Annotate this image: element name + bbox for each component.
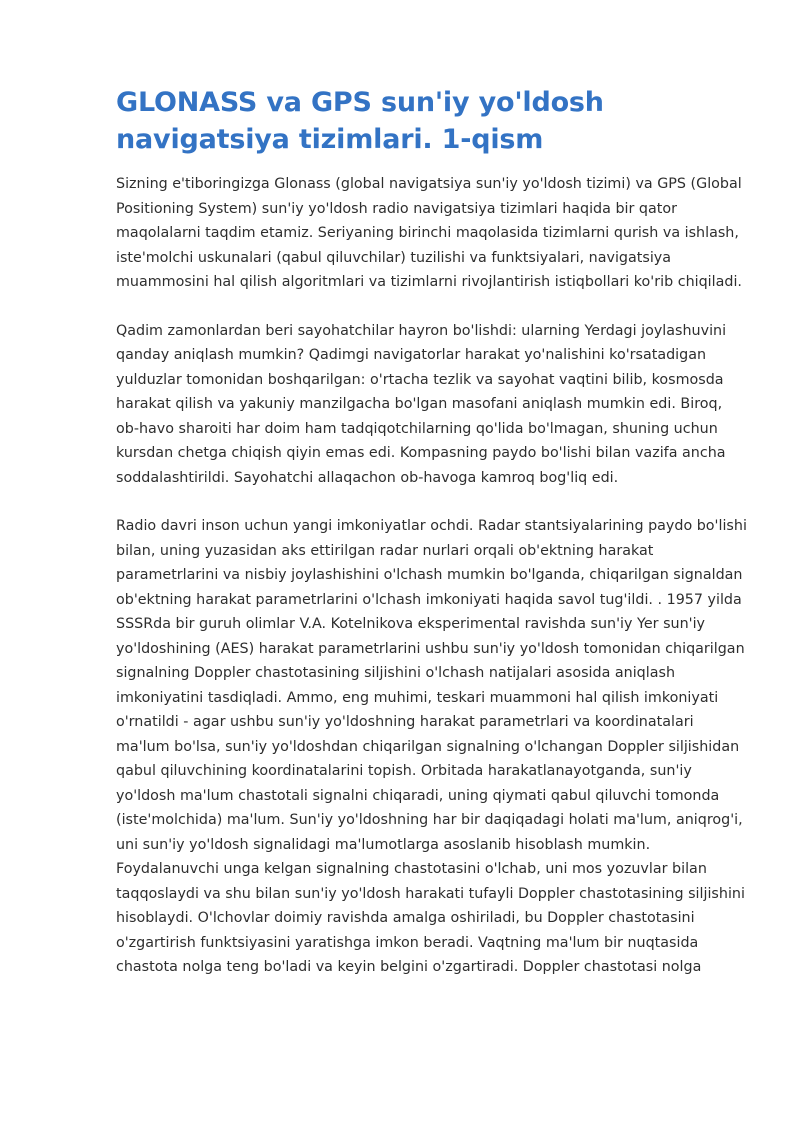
document-page <box>116 84 748 1004</box>
radio-era-paragraph: Radio davri inson uchun yangi imkoniyatlar ochdi. Radar stantsiyalarining paydo bo'lishi bilan, uning yuzasidan aks ettirilgan radar nurlari orqali ob'ektning harakat parametrlarini va nisbiy joylashishini o'lchash mumkin bo'lganda, chiqarilgan signaldan ob'ektning harakat parametrlarini o'lchash imkoniyati haqida savol tug'ildi. . 1957 yilda SSSRda bir guruh olimlar V.A. Kotelnikova eksperimental ravishda sun'iy Yer sun'iy yo'ldoshining (AES) harakat parametrlarini ushbu sun'iy yo'ldosh tomonidan chiqarilgan signalning Doppler chastotasining siljishini o'lchash natijalari asosida aniqlash imkoniyatini tasdiqladi. Ammo, eng muhimi, teskari muammoni hal qilish imkoniyati o'rnatildi - agar ushbu sun'iy yo'ldoshning harakat parametrlari va koordinatalari ma'lum bo'lsa, sun'iy yo'ldoshdan chiqarilgan signalning o'lchangan Doppler siljishidan qabul qiluvchining koordinatalarini topish. Orbitada harakatlanayotganda, sun'iy yo'ldosh ma'lum chastotali signalni chiqaradi, uning qiymati qabul qiluvchi tomonda (iste'molchida) ma'lum. Sun'iy yo'ldoshning har bir daqiqadagi holati ma'lum, aniqrog'i, uni sun'iy yo'ldosh signalidagi ma'lumotlarga asoslanib hisoblash mumkin. Foydalanuvchi unga kelgan signalning chastotasini o'lchab, uni mos yozuvlar bilan taqqoslaydi va shu bilan sun'iy yo'ldosh harakati tufayli Doppler chastotasining siljishini hisoblaydi. O'lchovlar doimiy ravishda amalga oshiriladi, bu Doppler chastotasini o'zgartirish funktsiyasini yaratishga imkon beradi. Vaqtning ma'lum bir nuqtasida chastota nolga teng bo'ladi va keyin belgini o'zgartiradi. Doppler chastotasi nolga <box>116 518 747 975</box>
intro-paragraph: Sizning e'tiboringizga Glonass (global navigatsiya sun'iy yo'ldosh tizimi) va GPS (Global Positioning System) sun'iy yo'ldosh radio navigatsiya tizimlari haqida bir qator maqolalarni taqdim etamiz. Seriyaning birinchi maqolasida tizimlarni qurish va ishlash, iste'molchi uskunalari (qabul qiluvchilar) tuzilishi va funktsiyalari, navigatsiya muammosini hal qilish algoritmlari va tizimlarni rivojlantirish istiqbollari ko'rib chiqiladi. <box>116 176 742 290</box>
article-title: GLONASS va GPS sun'iy yo'ldosh navigatsiya tizimlari. 1-qism <box>116 87 604 155</box>
history-paragraph: Qadim zamonlardan beri sayohatchilar hayron bo'lishdi: ularning Yerdagi joylashuvini qanday aniqlash mumkin? Qadimgi navigatorlar harakat yo'nalishini ko'rsatadigan yulduzlar tomonidan boshqarilgan: o'rtacha tezlik va sayohat vaqtini bilib, kosmosda harakat qilish va yakuniy manzilgacha bo'lgan masofani aniqlash mumkin edi. Biroq, ob-havo sharoiti har doim ham tadqiqotchilarning qo'lida bo'lmagan, shuning uchun kursdan chetga chiqish qiyin emas edi. Kompasning paydo bo'lishi bilan vazifa ancha soddalashtirildi. Sayohatchi allaqachon ob-havoga kamroq bog'liq edi. <box>116 322 727 486</box>
